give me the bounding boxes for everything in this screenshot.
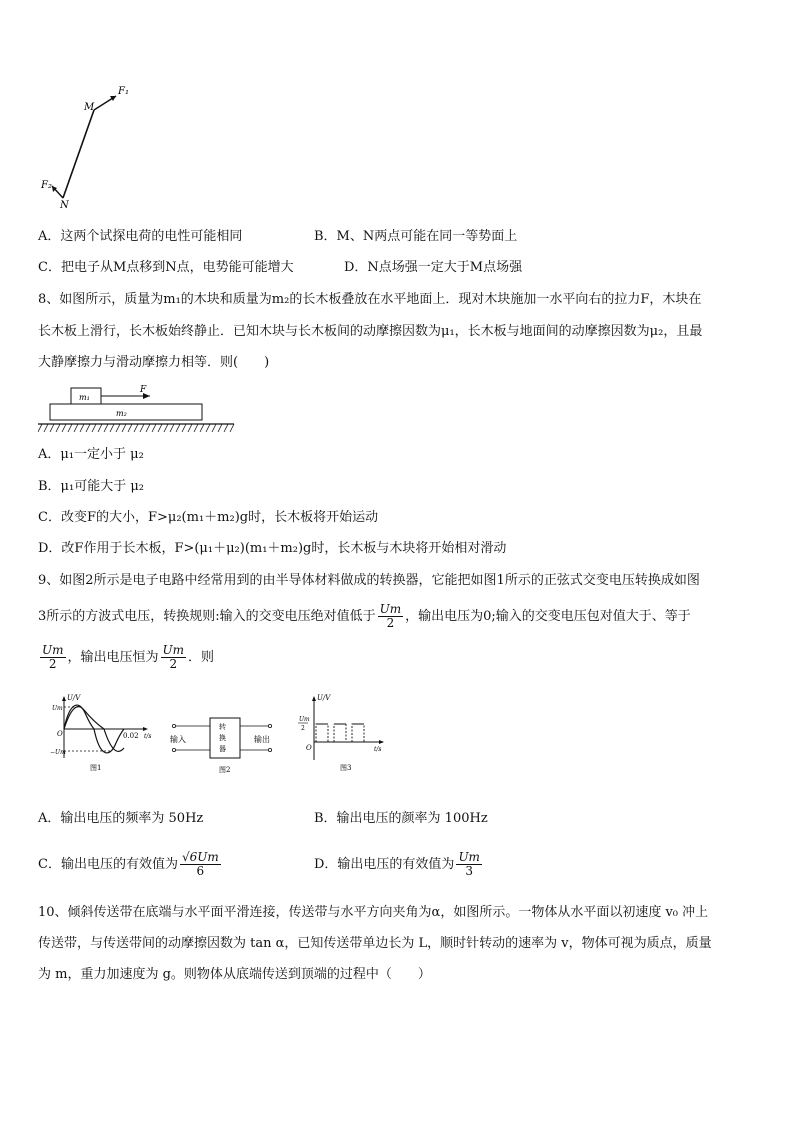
q9-line3-post: ．则 bbox=[188, 650, 215, 665]
label-n: N bbox=[60, 200, 69, 211]
q9-option-d-text: D．输出电压的有效值为 bbox=[314, 857, 455, 872]
q7-option-b[interactable]: B．M、N两点可能在同一等势面上 bbox=[314, 229, 518, 244]
label-m: M bbox=[84, 102, 95, 113]
label-f: F bbox=[140, 385, 147, 395]
q8-option-a[interactable]: A．μ₁一定小于 μ₂ bbox=[38, 447, 144, 462]
q7-option-c[interactable]: C．把电子从M点移到N点，电势能可能增大 bbox=[38, 260, 294, 275]
field-line bbox=[63, 110, 94, 198]
fig3-origin: O bbox=[306, 744, 312, 752]
q9-line2-text-post: ，输出电压为0;输入的交变电压包对值大于、等于 bbox=[405, 609, 691, 624]
q9-line3-mid: ，输出电压恒为 bbox=[67, 650, 159, 665]
q7-option-a[interactable]: A．这两个试探电荷的电性可能相同 bbox=[38, 229, 243, 244]
fig1-t: 0.02 bbox=[123, 732, 139, 740]
fig2-output-label: 输出 bbox=[254, 735, 270, 744]
q9-option-c-text: C．输出电压的有效值为 bbox=[38, 857, 178, 872]
ground-hatching bbox=[38, 424, 234, 432]
fig3-two: 2 bbox=[301, 725, 305, 732]
q9-option-d-fraction: $\frac{Um}{3}$ bbox=[458, 850, 480, 878]
fig1-neg-um: −Um bbox=[50, 749, 66, 756]
converter-label-2: 换 bbox=[219, 734, 226, 742]
q8-figure bbox=[38, 382, 238, 436]
fig3-um: Um bbox=[299, 716, 310, 723]
x-axis-arrow bbox=[143, 727, 148, 731]
y-axis-arrow bbox=[312, 696, 316, 701]
q9-stem-line1: 9、如图2所示是电子电路中经常用到的由半导体材料做成的转换器，它能把如图1所示的正弦式交变电压转换成如图 bbox=[38, 573, 700, 588]
q9-option-c[interactable] bbox=[38, 846, 223, 884]
q10-stem-line2: 传送带，与传送带间的动摩擦因数为 tan α，已知传送带单边长为 L，顺时针转动的速率为 v，物体可视为质点，质量 bbox=[38, 936, 712, 951]
fig3-xlabel: t/s bbox=[374, 746, 382, 753]
square-wave-dashed bbox=[316, 724, 364, 742]
q9-option-c-fraction: $\frac{√6Um}{6}$ bbox=[181, 850, 219, 878]
q9-option-a[interactable]: A．输出电压的频率为 50Hz bbox=[38, 811, 204, 826]
label-m1: m₁ bbox=[79, 393, 90, 402]
fig1-um: Um bbox=[52, 705, 63, 712]
q8-stem-line3: 大静摩擦力与滑动摩擦力相等．则( ) bbox=[38, 355, 270, 370]
q9-fraction-um-over-2-b: $\frac{Um}{2}$ bbox=[42, 643, 64, 671]
q9-fraction-um-over-2: $\frac{Um}{2}$ bbox=[379, 602, 402, 630]
label-f2: F₂ bbox=[41, 180, 52, 191]
q9-stem-line3 bbox=[38, 641, 214, 675]
q9-figure-1 bbox=[50, 690, 160, 772]
q9-option-d[interactable] bbox=[314, 846, 484, 884]
q9-fraction-um-over-2-c: $\frac{Um}{2}$ bbox=[162, 643, 185, 671]
converter-label-3: 器 bbox=[219, 745, 226, 753]
label-m2: m₂ bbox=[116, 409, 127, 418]
fig2-input-label: 输入 bbox=[170, 735, 186, 744]
q9-stem-line2 bbox=[38, 600, 691, 634]
q10-stem-line3: 为 m，重力加速度为 g。则物体从底端传送到顶端的过程中（ ） bbox=[38, 967, 431, 982]
converter-label-1: 转 bbox=[219, 723, 226, 731]
q8-stem-line2: 长木板上滑行，长木板始终静止．已知木块与长木板间的动摩擦因数为μ₁，长木板与地面间的动摩擦因数为μ₂，且最 bbox=[38, 324, 703, 339]
fig1-origin: O bbox=[57, 730, 63, 738]
label-f1: F₁ bbox=[118, 86, 129, 97]
q8-stem-line1: 8、如图所示，质量为m₁的木块和质量为m₂的长木板叠放在水平地面上．现对木块施加一水平向右的拉力F，木块在 bbox=[38, 292, 702, 307]
q9-figure-3 bbox=[294, 690, 390, 772]
fig2-caption: 图2 bbox=[219, 766, 231, 774]
q9-option-b[interactable]: B．输出电压的颜率为 100Hz bbox=[314, 811, 488, 826]
q7-option-d[interactable]: D．N点场强一定大于M点场强 bbox=[344, 260, 523, 275]
q8-option-b[interactable]: B．μ₁可能大于 μ₂ bbox=[38, 479, 145, 494]
fig1-caption: 图1 bbox=[90, 764, 102, 772]
fig3-caption: 图3 bbox=[340, 764, 352, 772]
fig3-ylabel: U/V bbox=[317, 694, 331, 702]
fig1-xlabel: t/s bbox=[144, 733, 152, 740]
q7-figure bbox=[38, 82, 148, 212]
q8-option-d[interactable]: D．改F作用于长木板，F>(μ₁＋μ₂)(m₁＋m₂)g时，长木板与木块将开始相对滑动 bbox=[38, 541, 507, 556]
x-axis-arrow bbox=[379, 740, 384, 744]
fig1-ylabel: U/V bbox=[67, 694, 81, 702]
q10-stem-line1: 10、倾斜传送带在底端与水平面平滑连接，传送带与水平方向夹角为α，如图所示。一物体从水平面以初速度 v₀ 冲上 bbox=[38, 905, 709, 920]
q8-option-c[interactable]: C．改变F的大小，F>μ₂(m₁＋m₂)g时，长木板将开始运动 bbox=[38, 510, 379, 525]
y-axis-arrow bbox=[62, 696, 66, 701]
q9-line2-text: 3所示的方波式电压，转换规则:输入的交变电压绝对值低于 bbox=[38, 609, 376, 624]
q9-figure-2 bbox=[166, 714, 278, 774]
